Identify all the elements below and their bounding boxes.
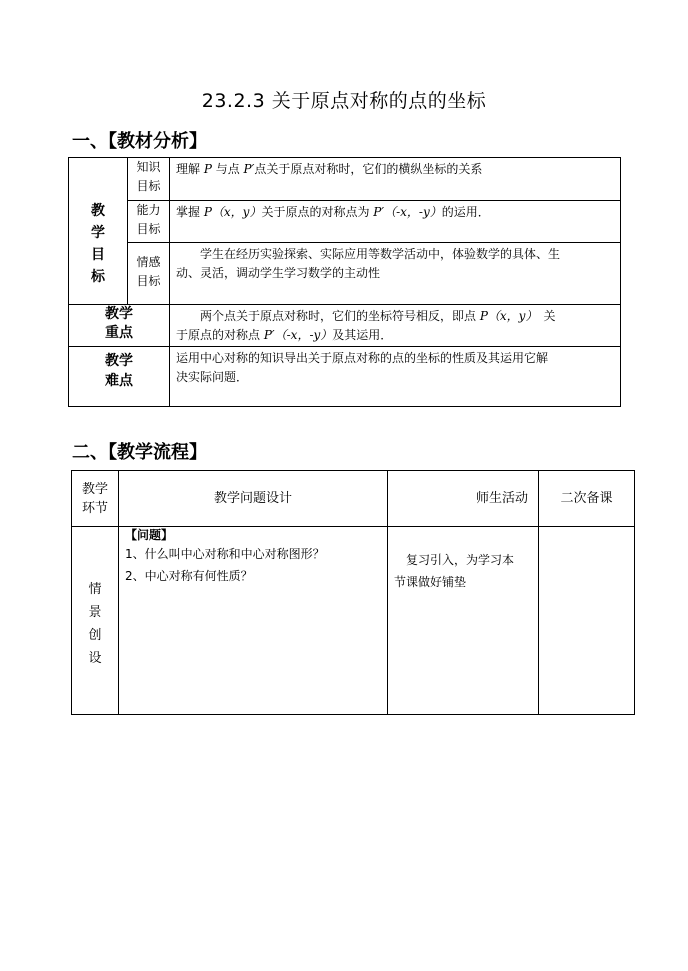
ability-goal-label: 能力 目标 (128, 201, 170, 243)
section-heading-analysis: 一、【教材分析】 (72, 131, 207, 152)
stage-cell: 情 景 创 设 (72, 527, 119, 715)
knowledge-goal-text: 理解 P 与点 P′点关于原点对称时，它们的横纵坐标的关系 (170, 158, 621, 201)
table-row (69, 158, 621, 201)
difficulty-label: 教学 难点 (69, 347, 170, 407)
list-item: 2、中心对称有何性质？ (125, 569, 253, 583)
ability-goal-text: 掌握 P（x，y）关于原点的对称点为 P′（-x，-y）的运用． (170, 201, 621, 243)
table-row (72, 471, 635, 527)
section-heading-flow: 二、【教学流程】 (72, 442, 207, 463)
key-point-text: 两个点关于原点对称时，它们的坐标符号相反，即点 P（x，y） 关 于原点的对称点 P′（-x，-y）及其运用． (170, 305, 621, 347)
question-label: 【问题】 (125, 528, 174, 542)
emotion-goal-text: 学生在经历实验探索、实际应用等数学活动中，体验数学的具体、生 动、灵活，调动学生学习数学的主动性 (170, 243, 621, 305)
knowledge-goal-label: 知识 目标 (128, 158, 170, 201)
analysis-table (68, 157, 621, 407)
flow-table (71, 470, 635, 715)
table-row (69, 201, 621, 243)
difficulty-text: 运用中心对称的知识导出关于原点对称的点的坐标的性质及其运用它解 决实际问题． (170, 347, 621, 407)
activity-cell: 复习引入，为学习本 节课做好铺垫 (388, 527, 539, 715)
stage-header: 教学 环节 (72, 471, 119, 527)
prep-header: 二次备课 (539, 471, 635, 527)
table-row (72, 527, 635, 715)
list-item: 1、什么叫中心对称和中心对称图形？ (125, 547, 325, 561)
goals-label: 教 学 目 标 (69, 158, 128, 305)
question-design-cell (119, 527, 388, 715)
table-row (69, 305, 621, 347)
key-point-label: 教学 重点 (69, 305, 170, 347)
design-header: 教学问题设计 (119, 471, 388, 527)
emotion-goal-label: 情感 目标 (128, 243, 170, 305)
page-title: 23.2.3 关于原点对称的点的坐标 (201, 90, 487, 112)
prep-cell (539, 527, 635, 715)
table-row (69, 347, 621, 407)
activity-header: 师生活动 (388, 471, 539, 527)
table-row (69, 243, 621, 305)
